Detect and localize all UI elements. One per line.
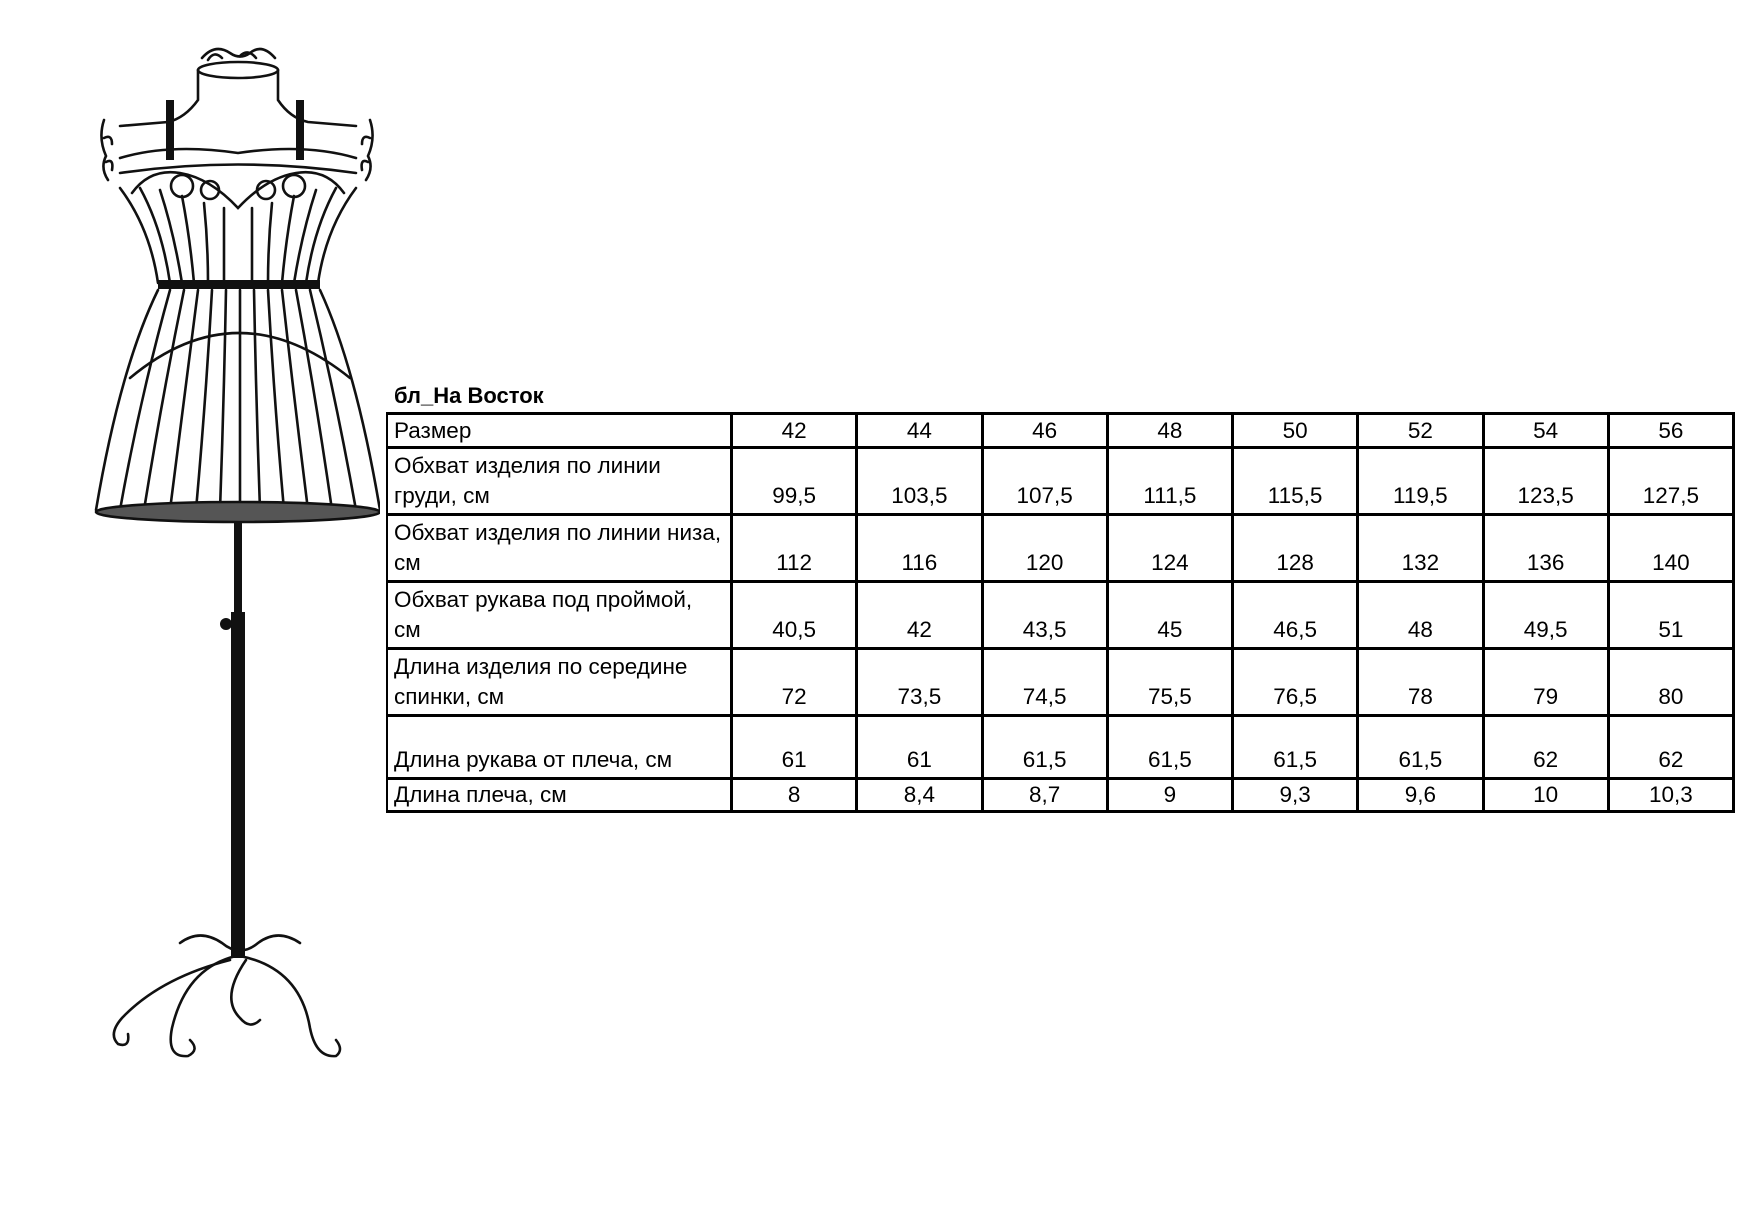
- table-cell: 76,5: [1233, 649, 1358, 716]
- table-row: [387, 716, 1734, 779]
- table-cell: 115,5: [1233, 448, 1358, 515]
- table-cell: 140: [1608, 515, 1733, 582]
- size-header-cell: 46: [982, 414, 1107, 448]
- table-cell: 42: [857, 582, 982, 649]
- table-cell: 46,5: [1233, 582, 1358, 649]
- table-cell: 61,5: [1107, 716, 1232, 779]
- size-header-cell: 44: [857, 414, 982, 448]
- table-header-row: [387, 414, 1734, 448]
- row-label: Длина плеча, см: [387, 779, 732, 812]
- table-cell: 80: [1608, 649, 1733, 716]
- table-cell: 78: [1358, 649, 1483, 716]
- row-label: Обхват изделия по линии груди, см: [387, 448, 732, 515]
- row-label: Длина рукава от плеча, см: [387, 716, 732, 779]
- size-chart-table: [386, 412, 1735, 813]
- table-cell: 61,5: [1233, 716, 1358, 779]
- table-cell: 49,5: [1483, 582, 1608, 649]
- row-label: Длина изделия по середине спинки, см: [387, 649, 732, 716]
- size-header-cell: 56: [1608, 414, 1733, 448]
- table-cell: 128: [1233, 515, 1358, 582]
- size-header-cell: 54: [1483, 414, 1608, 448]
- table-cell: 107,5: [982, 448, 1107, 515]
- table-cell: 61: [857, 716, 982, 779]
- table-cell: 103,5: [857, 448, 982, 515]
- row-label: Обхват рукава под проймой, см: [387, 582, 732, 649]
- table-cell: 43,5: [982, 582, 1107, 649]
- table-cell: 127,5: [1608, 448, 1733, 515]
- table-row: [387, 448, 1734, 515]
- table-cell: 10,3: [1608, 779, 1733, 812]
- table-cell: 61,5: [982, 716, 1107, 779]
- table-cell: 9,3: [1233, 779, 1358, 812]
- table-cell: 79: [1483, 649, 1608, 716]
- table-cell: 8: [732, 779, 857, 812]
- table-row: [387, 649, 1734, 716]
- table-cell: 119,5: [1358, 448, 1483, 515]
- table-cell: 120: [982, 515, 1107, 582]
- size-header-cell: 50: [1233, 414, 1358, 448]
- table-cell: 9,6: [1358, 779, 1483, 812]
- table-cell: 111,5: [1107, 448, 1232, 515]
- table-cell: 51: [1608, 582, 1733, 649]
- table-cell: 75,5: [1107, 649, 1232, 716]
- table-row: [387, 582, 1734, 649]
- table-cell: 45: [1107, 582, 1232, 649]
- row-label: Обхват изделия по линии низа, см: [387, 515, 732, 582]
- table-cell: 48: [1358, 582, 1483, 649]
- table-cell: 132: [1358, 515, 1483, 582]
- table-cell: 136: [1483, 515, 1608, 582]
- table-cell: 124: [1107, 515, 1232, 582]
- table-row: [387, 515, 1734, 582]
- table-cell: 72: [732, 649, 857, 716]
- table-cell: 99,5: [732, 448, 857, 515]
- table-cell: 62: [1608, 716, 1733, 779]
- table-cell: 40,5: [732, 582, 857, 649]
- table-cell: 116: [857, 515, 982, 582]
- table-cell: 62: [1483, 716, 1608, 779]
- table-cell: 8,4: [857, 779, 982, 812]
- size-header-cell: 52: [1358, 414, 1483, 448]
- table-row: [387, 779, 1734, 812]
- table-cell: 10: [1483, 779, 1608, 812]
- table-title: бл_На Восток: [394, 383, 544, 408]
- table-cell: 74,5: [982, 649, 1107, 716]
- table-cell: 61: [732, 716, 857, 779]
- table-cell: 9: [1107, 779, 1232, 812]
- table-cell: 61,5: [1358, 716, 1483, 779]
- size-header-label: Размер: [387, 414, 732, 448]
- table-cell: 8,7: [982, 779, 1107, 812]
- wire-dress-form-mannequin-icon: [90, 38, 380, 1208]
- size-header-cell: 48: [1107, 414, 1232, 448]
- table-cell: 112: [732, 515, 857, 582]
- table-cell: 73,5: [857, 649, 982, 716]
- size-header-cell: 42: [732, 414, 857, 448]
- table-cell: 123,5: [1483, 448, 1608, 515]
